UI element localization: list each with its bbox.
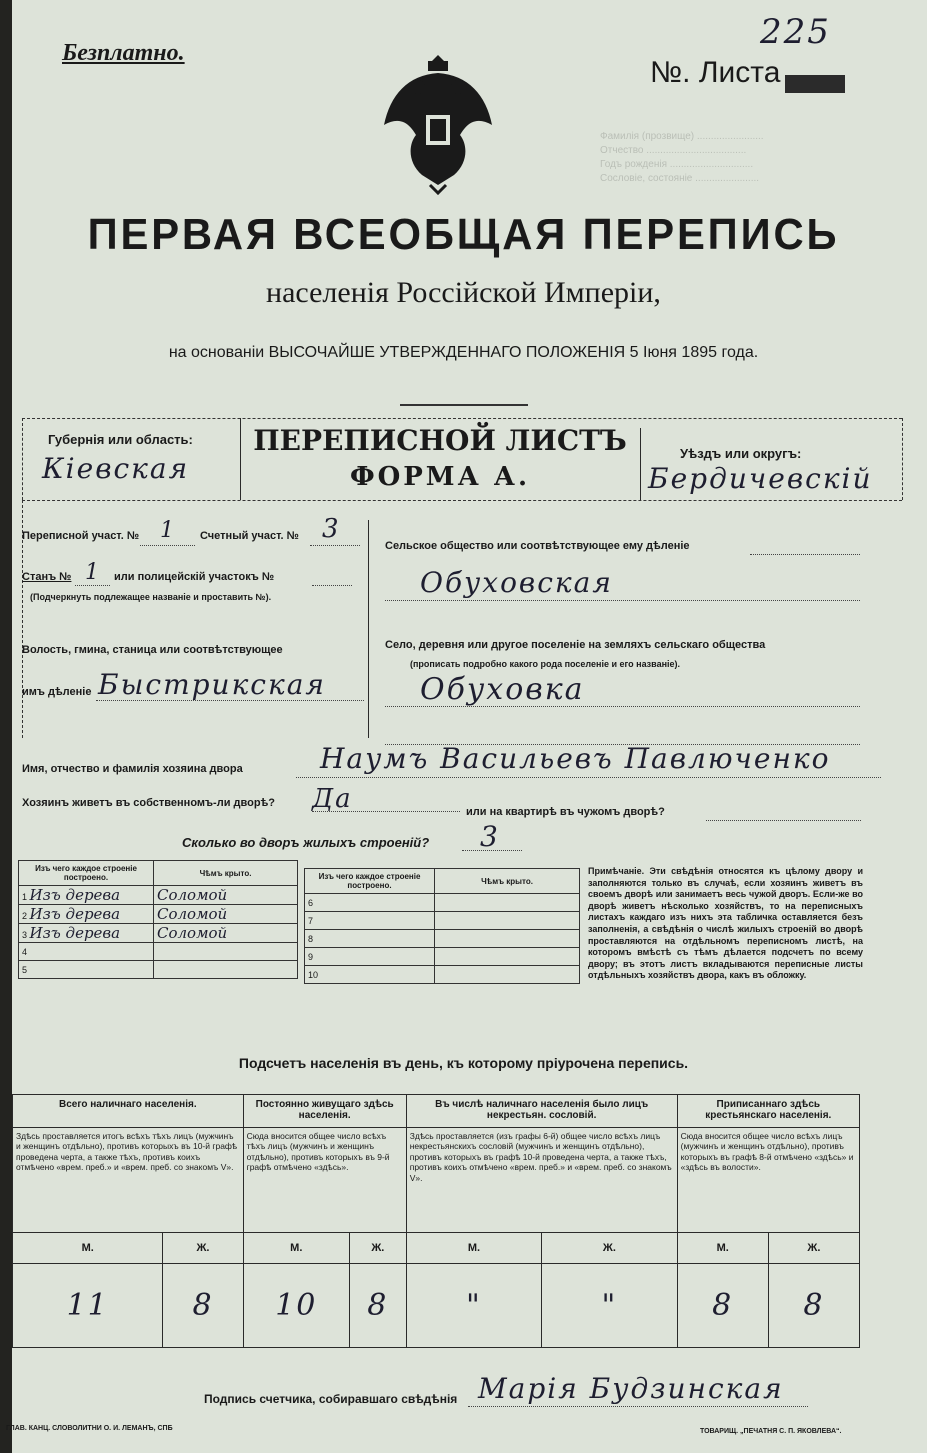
table-row <box>305 966 580 984</box>
sheet-number-label: №. Листа <box>650 56 781 89</box>
table-row <box>19 924 298 943</box>
footer-right: ТОВАРИЩ. „ПЕЧАТНЯ С. П. ЯКОВЛЕВА“. <box>700 1428 842 1435</box>
volost-label-2: имъ дѣленіе <box>22 686 92 698</box>
population-table <box>12 1094 860 1348</box>
row-number: 6 <box>308 897 314 908</box>
perepisnoy-value: 1 <box>160 518 176 543</box>
stan-value: 1 <box>85 560 101 585</box>
table-row <box>19 943 298 961</box>
row-number: 10 <box>308 969 319 980</box>
owner-name-value: Наумъ Васильевъ Павлюченко <box>320 742 831 775</box>
selo-note: (прописать подробно какого рода поселеніе и его названіе). <box>410 659 681 669</box>
obshchestvo-value: Обуховская <box>420 566 613 599</box>
row-number: 7 <box>308 915 314 926</box>
row-number: 1 <box>22 892 28 902</box>
row-number: 9 <box>308 951 314 962</box>
pop-col1-zh-value: 8 <box>163 1263 243 1347</box>
pop-col2-m-value: 10 <box>243 1263 349 1347</box>
pop-col1-m-label: М. <box>13 1232 163 1263</box>
buildings-label: Сколько во дворъ жилыхъ строеній? <box>182 835 430 850</box>
pop-col2-zh-label: Ж. <box>349 1232 406 1263</box>
schetny-label: Счетный участ. № <box>200 530 299 542</box>
structures-col-roof: Чѣмъ крыто. <box>154 861 298 886</box>
structures-col-material-2: Изъ чего каждое строеніе построено. <box>305 869 435 894</box>
pop-col2-desc: Сюда вносится общее число всѣхъ тѣхъ лицъ (мужчинъ и женщинъ отдѣльно), противъ которыхъ въ 9-й графѣ отмѣчено «здѣсь». <box>243 1127 406 1232</box>
row-number: 5 <box>22 964 28 975</box>
signature-label: Подпись счетчика, собиравшаго свѣдѣнія <box>204 1392 458 1406</box>
schetny-value: 3 <box>322 514 341 544</box>
pop-col2-header: Постоянно живущаго здѣсь населенія. <box>243 1095 406 1128</box>
volost-label: Волость, гмина, станица или соотвѣтствующее <box>22 644 283 656</box>
structures-col-material: Изъ чего каждое строеніе построено. <box>19 861 154 886</box>
selo-label: Село, деревня или другое поселеніе на земляхъ сельскаго общества <box>385 639 766 651</box>
pop-col4-header: Приписаннаго здѣсь крестьянскаго населенія. <box>677 1095 859 1128</box>
structures-table-right <box>304 868 580 984</box>
row-roof: Соломой <box>157 905 228 923</box>
table-row <box>305 912 580 930</box>
pop-col4-zh-label: Ж. <box>768 1232 859 1263</box>
perepisnoy-label: Переписной участ. № <box>22 530 140 542</box>
owner-rent-label: или на квартирѣ въ чужомъ дворѣ? <box>466 806 665 818</box>
row-material: Изъ дерева <box>29 905 121 923</box>
row-material: Изъ дерева <box>29 924 121 942</box>
table-row <box>19 905 298 924</box>
row-number: 3 <box>22 930 28 940</box>
pop-col3-zh-value: " <box>542 1263 677 1347</box>
table-row <box>19 961 298 979</box>
selo-value: Обуховка <box>420 672 585 707</box>
signature-value: Марія Будзинская <box>478 1372 784 1405</box>
census-subtitle: населенія Россійской Имперіи, <box>266 276 661 309</box>
form-title: ПЕРЕПИСНОЙ ЛИСТЪ <box>253 424 627 457</box>
guberniya-value: Кіевская <box>42 452 190 485</box>
pop-col1-zh-label: Ж. <box>163 1232 243 1263</box>
structures-table-left <box>18 860 298 979</box>
form-letter: ФОРМА А. <box>349 462 531 492</box>
obshchestvo-label: Сельское общество или соотвѣтствующее ему дѣленіе <box>385 540 690 552</box>
double-headed-eagle-emblem <box>378 45 498 195</box>
pop-col1-desc: Здѣсь проставляется итогъ всѣхъ тѣхъ лицъ (мужчинъ и женщинъ отдѣльно), противъ которыхъ въ 10-й графѣ проведена черта, а также тѣхъ, противъ коихъ отмѣчено «врем. преб.» и «врем. преб. со знакомъ V». <box>13 1127 244 1232</box>
row-roof: Соломой <box>157 924 228 942</box>
pop-col1-m-value: 11 <box>13 1263 163 1347</box>
census-basis: на основаніи ВЫСОЧАЙШЕ УТВЕРЖДЕННАГО ПОЛОЖЕНІЯ 5 Іюня 1895 года. <box>168 344 759 361</box>
pop-col4-desc: Сюда вносится общее число всѣхъ лицъ (мужчинъ и женщинъ отдѣльно), противъ которыхъ въ графѣ 8-й отмѣчено «здѣсь» и «здѣсь въ волости». <box>677 1127 859 1232</box>
table-row <box>305 930 580 948</box>
ornament-divider <box>400 404 528 406</box>
sheet-number-value: 225 <box>760 12 831 52</box>
pop-col2-m-label: М. <box>243 1232 349 1263</box>
binding-edge <box>0 0 12 1453</box>
table-row <box>305 894 580 912</box>
pop-col4-zh-value: 8 <box>768 1263 859 1347</box>
footer-left: ГЛАВ. КАНЦ. СЛОВОЛИТНИ О. И. ЛЕМАНЪ, СПБ <box>6 1425 173 1432</box>
table-row <box>19 886 298 905</box>
census-main-title: ПЕРВАЯ ВСЕОБЩАЯ ПЕРЕПИСЬ <box>87 210 840 259</box>
pop-col4-m-value: 8 <box>677 1263 768 1347</box>
pop-col3-header: Въ числѣ наличнаго населенія было лицъ некрестьян. сословій. <box>406 1095 677 1128</box>
stan-rest-label: или полицейскій участокъ № <box>114 571 275 583</box>
uezd-label: Уѣздъ или округъ: <box>680 446 802 461</box>
pop-col3-m-value: " <box>406 1263 541 1347</box>
population-title: Подсчетъ населенія въ день, къ которому пріурочена перепись. <box>238 1055 689 1071</box>
guberniya-label: Губернія или область: <box>48 432 193 447</box>
stan-note: (Подчеркнуть подлежащее названіе и проставить №). <box>30 592 272 602</box>
pop-col4-m-label: М. <box>677 1232 768 1263</box>
stan-label: Станъ № <box>22 571 72 583</box>
pop-col1-header: Всего наличнаго населенія. <box>13 1095 244 1128</box>
pop-col2-zh-value: 8 <box>349 1263 406 1347</box>
volost-value: Быстрикская <box>98 668 326 701</box>
table-row <box>305 948 580 966</box>
free-label: Безплатно. <box>62 40 185 66</box>
structures-col-roof-2: Чѣмъ крыто. <box>435 869 580 894</box>
row-number: 4 <box>22 946 28 957</box>
owner-lives-label: Хозяинъ живетъ въ собственномъ-ли дворѣ? <box>22 797 276 809</box>
bleed-through-text: Фамилія (прозвище) ........................ Отчество .................................... Годъ рожденія .............................. Сословіе, состояніе ....................... <box>600 131 764 184</box>
row-roof: Соломой <box>157 886 228 904</box>
row-material: Изъ дерева <box>29 886 121 904</box>
buildings-value: 3 <box>480 820 500 853</box>
owner-name-label: Имя, отчество и фамилія хозяина двора <box>22 763 243 775</box>
row-number: 8 <box>308 933 314 944</box>
pop-col3-zh-label: Ж. <box>542 1232 677 1263</box>
pop-col3-m-label: М. <box>406 1232 541 1263</box>
owner-lives-value: Да <box>312 784 353 814</box>
uezd-value: Бердичевскій <box>648 462 873 495</box>
row-number: 2 <box>22 911 28 921</box>
redaction-bar <box>785 75 845 93</box>
structures-note: Примѣчаніе. Эти свѣдѣнія относятся къ цѣлому двору и заполняются только въ случаѣ, если хозяинъ живетъ въ своемъ дворѣ или занимаетъ весь чужой дворъ. Если-же во дворѣ живетъ нѣсколько хозяйствъ, то на переписныхъ листахъ каждаго изъ нихъ эта табличка оставляется безъ заполненія, а свѣдѣнія о числѣ жилыхъ строеній во дворѣ проставляются на отдѣльномъ переписномъ листѣ, на которомъ вмѣстѣ съ тѣмъ дѣлается подсчетъ по всему двору; въ этотъ листъ вкладываются переписные листы отдѣльныхъ хозяйствъ двора, какъ въ обложку. <box>588 866 863 981</box>
pop-col3-desc: Здѣсь проставляется (изъ графы 6-й) общее число всѣхъ лицъ некрестьянскихъ сословій (мужчинъ и женщинъ отдѣльно), противъ которыхъ въ графѣ 10-й проведена черта, а также тѣхъ, противъ коихъ отмѣчено «врем. преб.» и «врем. преб. со знакомъ V». <box>406 1127 677 1232</box>
